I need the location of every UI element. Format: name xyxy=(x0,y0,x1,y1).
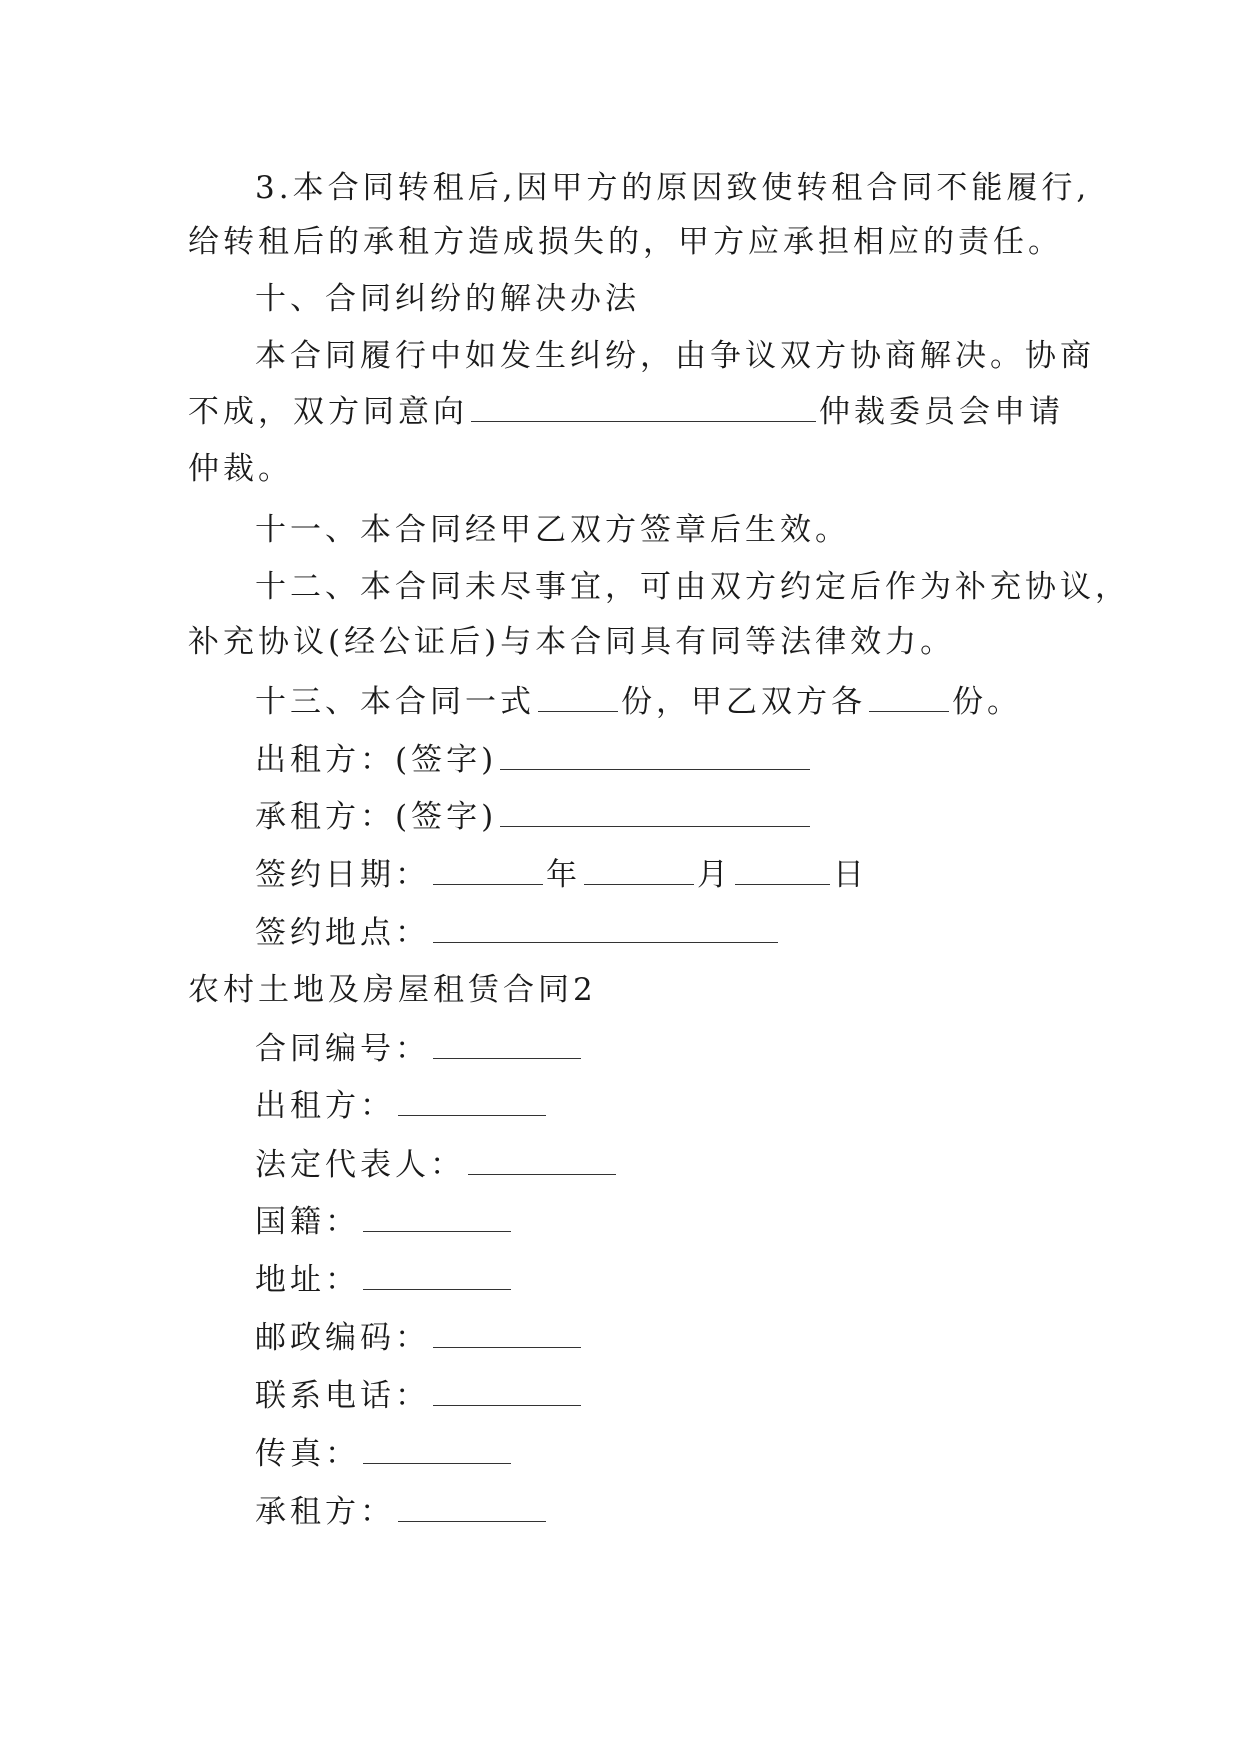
text: 份。 xyxy=(952,684,1022,720)
section-12-line-2 xyxy=(188,622,955,662)
lessor-signature-blank xyxy=(500,741,810,770)
text: 十、合同纠纷的解决办法 xyxy=(255,281,640,317)
clause-9-3-line-2 xyxy=(188,222,1063,262)
lessor-blank xyxy=(398,1087,546,1116)
year-blank xyxy=(433,856,543,885)
lessor-signature-line xyxy=(255,740,813,780)
text: 年 xyxy=(546,857,581,893)
phone-line xyxy=(255,1376,584,1416)
text: 份，甲乙双方各 xyxy=(621,684,866,720)
text: 承租方： xyxy=(255,1494,395,1530)
text: 承租方：(签字) xyxy=(255,799,498,835)
text: 日 xyxy=(833,857,868,893)
signing-date-line xyxy=(255,855,868,895)
text: 出租方：(签字) xyxy=(255,742,498,778)
text: 出租方： xyxy=(255,1088,395,1124)
text: 本合同履行中如发生纠纷，由争议双方协商解决。协商 xyxy=(255,338,1095,374)
text: 不成，双方同意向 xyxy=(188,394,468,430)
text: 传真： xyxy=(255,1436,360,1472)
text: 十一、本合同经甲乙双方签章后生效。 xyxy=(255,512,850,548)
text: 十二、本合同未尽事宜，可由双方约定后作为补充协议， xyxy=(255,569,1130,605)
nationality-line xyxy=(255,1202,514,1242)
lessee-line xyxy=(255,1492,549,1532)
address-blank xyxy=(363,1261,511,1290)
text: 合同编号： xyxy=(255,1031,430,1067)
text: 补充协议(经公证后)与本合同具有同等法律效力。 xyxy=(188,624,956,660)
section-10-heading xyxy=(255,279,640,319)
dispute-line-2 xyxy=(188,392,1064,432)
text: 给转租后的承租方造成损失的，甲方应承担相应的责任。 xyxy=(188,224,1063,260)
text: 邮政编码： xyxy=(255,1320,430,1356)
text: 国籍： xyxy=(255,1204,360,1240)
legal-rep-line xyxy=(255,1145,619,1185)
text: 联系电话： xyxy=(255,1378,430,1414)
contract-2-title xyxy=(188,970,597,1010)
copies-each-blank xyxy=(869,683,949,712)
text: 仲裁。 xyxy=(188,451,293,487)
fax-line xyxy=(255,1434,514,1474)
lessee-blank xyxy=(398,1493,546,1522)
postal-code-line xyxy=(255,1318,584,1358)
nationality-blank xyxy=(363,1203,511,1232)
place-blank xyxy=(433,914,778,943)
address-line xyxy=(255,1260,514,1300)
dispute-line-3 xyxy=(188,449,293,489)
month-blank xyxy=(584,856,694,885)
text: 3.本合同转租后,因甲方的原因致使转租合同不能履行, xyxy=(255,170,1091,206)
contract-no-blank xyxy=(433,1030,581,1059)
text: 地址： xyxy=(255,1262,360,1298)
dispute-line-1 xyxy=(255,336,1095,376)
arbitration-blank xyxy=(471,393,816,422)
fax-blank xyxy=(363,1435,511,1464)
text: 月 xyxy=(697,857,732,893)
text: 农村土地及房屋租赁合同2 xyxy=(188,972,597,1008)
signing-place-line xyxy=(255,913,781,953)
contract-no-line xyxy=(255,1029,584,1069)
lessor-line xyxy=(255,1086,549,1126)
copies-total-blank xyxy=(538,683,618,712)
text: 仲裁委员会申请 xyxy=(819,394,1064,430)
section-12-line-1 xyxy=(255,567,1130,607)
text: 法定代表人： xyxy=(255,1147,465,1183)
section-13 xyxy=(255,682,1022,722)
lessee-signature-blank xyxy=(500,798,810,827)
lessee-signature-line xyxy=(255,797,813,837)
legal-rep-blank xyxy=(468,1146,616,1175)
text: 签约地点： xyxy=(255,915,430,951)
clause-9-3-line-1 xyxy=(255,168,1090,208)
section-11 xyxy=(255,510,850,550)
phone-blank xyxy=(433,1377,581,1406)
day-blank xyxy=(735,856,830,885)
text: 签约日期： xyxy=(255,857,430,893)
postal-code-blank xyxy=(433,1319,581,1348)
text: 十三、本合同一式 xyxy=(255,684,535,720)
